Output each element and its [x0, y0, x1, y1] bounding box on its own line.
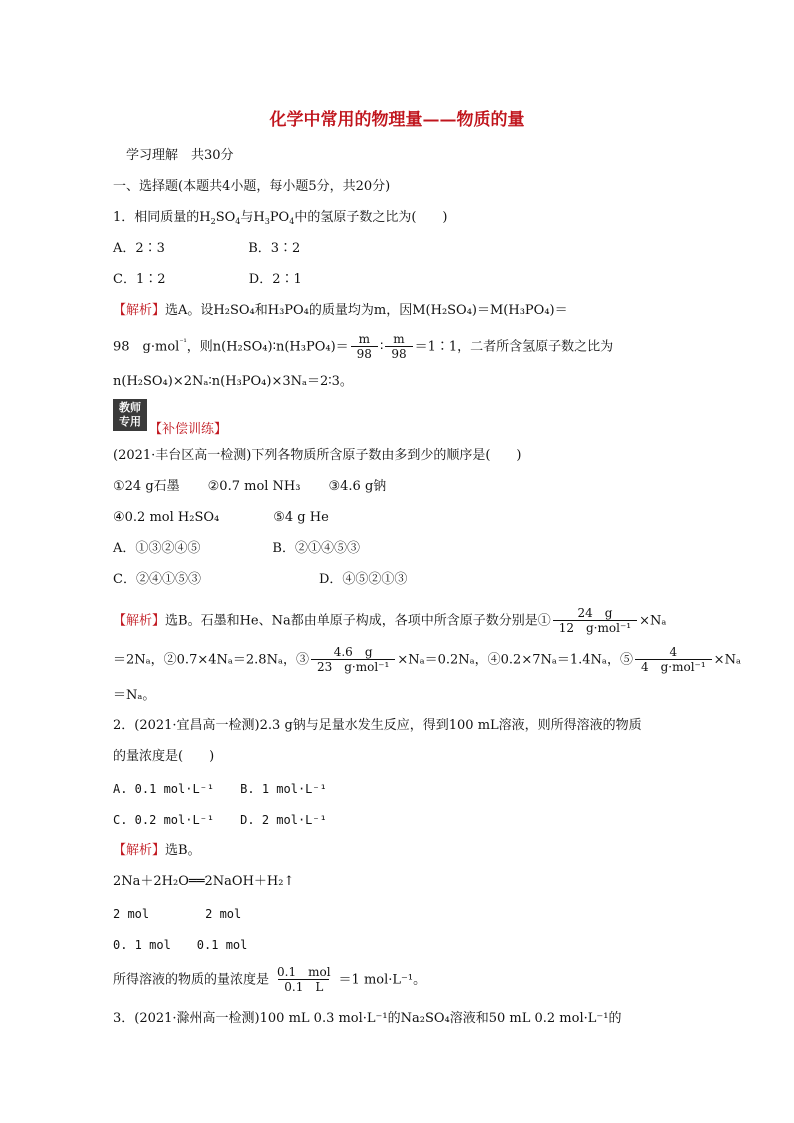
training-options-row2 [113, 571, 407, 589]
training-analysis-line1: 【解析】选B。石墨和He、Na都由单原子构成，各项中所含原子数分别是① $\frac{24 g}{\text{12 g·mol⁻¹}}$ ×Nₐ [113, 606, 667, 635]
analysis-tag: 【解析】 [113, 843, 166, 858]
question-1-analysis-line1: 【解析】选A。设H₂SO₄和H₃PO₄的质量均为m，因M(H₂SO₄)＝M(H₃PO₄)＝ [113, 303, 568, 318]
option-a: A. 0.1 mol·L⁻¹ [113, 782, 215, 796]
option-b: B．②①④⑤③ [272, 541, 360, 556]
training-analysis-line3: ＝Nₐ。 [113, 688, 156, 703]
question-1-analysis-line3: n(H₂SO₄)×2Nₐ∶n(H₃PO₄)×3Nₐ＝2∶3。 [113, 374, 353, 389]
training-items-row1: ①24 g石墨 ②0.7 mol NH₃ ③4.6 g钠 [113, 479, 387, 494]
analysis-tag: 【解析】 [113, 303, 166, 318]
option-a: A．①③②④⑤ [113, 541, 201, 556]
stoichiometry-row1: 2 mol 2 mol [113, 907, 242, 921]
question-2-options-row1 [113, 780, 327, 798]
question-1-options-row1 [113, 240, 300, 258]
fraction: $\frac{\text{0.1 mol}}{0.1 L}$ [277, 965, 331, 994]
question-2-stem-line1: 2．(2021·宜昌高一检测)2.3 g钠与足量水发生反应，得到100 mL溶液，则所得溶液的物质 [113, 718, 642, 733]
subtitle: 学习理解 共30分 [126, 148, 234, 163]
training-stem: (2021·丰台区高一检测)下列各物质所含原子数由多到少的顺序是( ) [113, 448, 522, 463]
question-2-stem-line2: 的量浓度是( ) [113, 749, 215, 764]
section-heading: 一、选择题(本题共4小题，每小题5分，共20分) [113, 179, 391, 194]
training-options-row1 [113, 540, 360, 558]
option-c: C．1∶2 [113, 272, 166, 287]
question-2-analysis-line1: 【解析】选B。 [113, 843, 201, 858]
fraction: $\frac{24 g}{\text{12 g·mol⁻¹}}$ [553, 606, 637, 636]
training-items-row2: ④0.2 mol H₂SO₄ ⑤4 g He [113, 510, 329, 525]
training-analysis-line2: ＝2Nₐ，②0.7×4Nₐ＝2.8Nₐ，③ $\frac{4.6 g}{\text{23 g·mol⁻¹}}$ ×Nₐ＝0.2Nₐ，④0.2×7Nₐ＝1.4Nₐ，⑤ $\frac{4}{\text{4 g·mol⁻¹}}$ ×Nₐ [113, 645, 741, 674]
option-d: D．2∶1 [248, 272, 302, 287]
question-1-stem: 1．相同质量的$H_2SO_4$与$H_3PO_4$中的氢原子数之比为( ) [113, 210, 448, 226]
fraction: $\frac{m}{98}$ [385, 332, 412, 362]
reaction-equation: 2Na＋2H₂O══2NaOH＋H₂↑ [113, 874, 295, 889]
option-a: A．2∶3 [113, 241, 165, 256]
fraction: $\frac{4}{\text{4 g·mol⁻¹}}$ [635, 645, 712, 675]
fraction: $\frac{m}{98}$ [351, 332, 378, 362]
option-c: C. 0.2 mol·L⁻¹ [113, 813, 215, 827]
analysis-tag: 【解析】 [113, 613, 166, 629]
question-1-analysis-line2: 98 g·mol$^{^{-1}}$，则n(H₂SO₄)∶n(H₃PO₄)＝ $\frac{m}{98}$ ∶ $\frac{m}{98}$ ＝1∶1，二者所含氢原子数之比为 [113, 332, 614, 361]
option-b: B. 1 mol·L⁻¹ [240, 782, 327, 796]
page-title: 化学中常用的物理量——物质的量 [269, 110, 525, 130]
fraction: $\frac{4.6 g}{\text{23 g·mol⁻¹}}$ [311, 645, 395, 675]
compensation-training-tag: 【补偿训练】 [149, 422, 228, 437]
question-3-stem: 3．(2021·滁州高一检测)100 mL 0.3 mol·L⁻¹的Na₂SO₄溶液和50 mL 0.2 mol·L⁻¹的 [113, 1011, 622, 1026]
question-2-options-row2 [113, 811, 327, 829]
option-b: B．3∶2 [248, 241, 301, 256]
teacher-only-badge: 教师 专用 [113, 399, 147, 431]
question-1-options-row2 [113, 271, 302, 289]
concentration-result: 所得溶液的物质的量浓度是 $\frac{\text{0.1 mol}}{0.1 L}$ ＝1 mol·L⁻¹。 [113, 965, 427, 994]
option-c: C．②④①⑤③ [113, 572, 201, 587]
option-d: D. 2 mol·L⁻¹ [240, 813, 327, 827]
option-d: D．④⑤②①③ [318, 572, 408, 587]
stoichiometry-row2: 0. 1 mol 0.1 mol [113, 938, 248, 952]
